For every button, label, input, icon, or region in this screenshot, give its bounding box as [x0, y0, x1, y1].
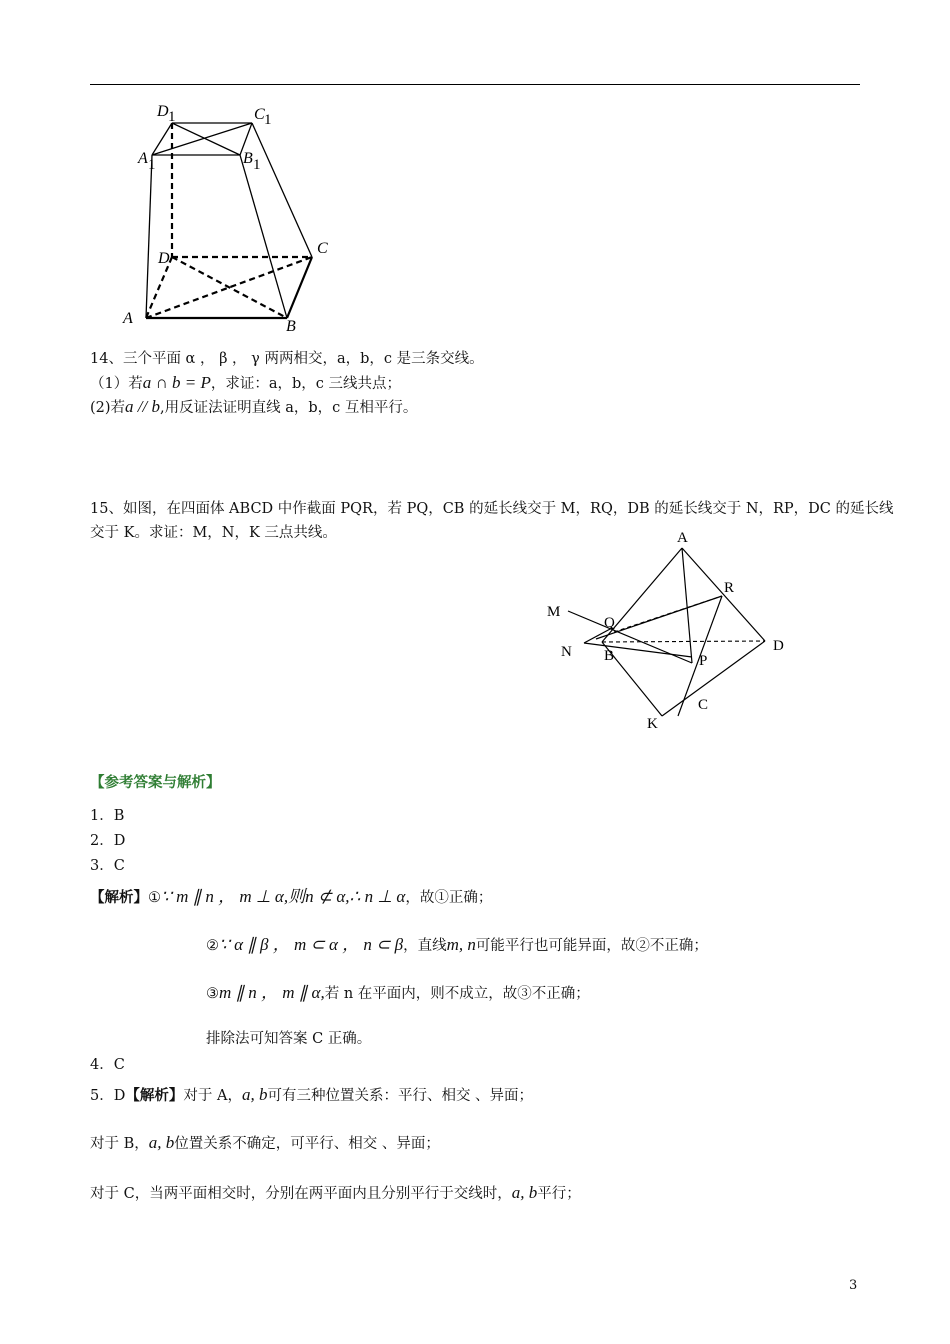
q14-line2-math: a ∩ b = P: [142, 373, 211, 392]
label-B1-sub: 1: [253, 157, 261, 173]
q14-line3-pre: (2)若: [90, 400, 126, 416]
step2-pre: ②: [206, 938, 219, 954]
q14-line2-pre: （1）若: [90, 376, 143, 392]
step1-post: ，故①正确；: [405, 890, 493, 906]
page-number: 3: [849, 1278, 858, 1293]
answer-5: [90, 1085, 533, 1106]
q14-line1: 14、三个平面 α ， β ， γ 两两相交，a，b，c 是三条交线。: [90, 351, 484, 367]
c-post: 平行；: [537, 1186, 581, 1202]
step3-math: m ∥ n ， m ∥ α,: [219, 983, 325, 1002]
label-D: D: [158, 250, 170, 267]
label-M: M: [547, 604, 561, 620]
q14-line3-math: a // b: [125, 397, 160, 416]
label-C1-sub: 1: [264, 112, 272, 128]
step1-math: ∵ m ∥ n ， m ⊥ α,则n ⊄ α,∴ n ⊥ α: [161, 887, 406, 906]
answer-4: 4．C: [90, 1057, 125, 1073]
label-B: B: [286, 318, 296, 335]
label-C: C: [698, 697, 709, 713]
label-D1: D: [157, 103, 169, 120]
answer-5-b: [90, 1133, 440, 1154]
q15-line2: 交于 K。求证：M，N，K 三点共线。: [90, 525, 337, 541]
label-Q: Q: [604, 615, 615, 631]
b-pre: 对于 B，: [90, 1136, 149, 1152]
label-B: B: [604, 648, 615, 664]
step2-math2: m, n: [446, 935, 476, 954]
q14-line3-post: ,用反证法证明直线 a，b，c 互相平行。: [160, 400, 418, 416]
a5-mid: 对于 A，: [183, 1088, 242, 1104]
q14-line2-post: ，求证：a，b，c 三线共点；: [210, 376, 402, 392]
step3-pre: ③: [206, 986, 219, 1002]
label-P: P: [699, 653, 708, 669]
a5-post: 可有三种位置关系：平行、相交 、异面；: [267, 1088, 534, 1104]
b-post: 位置关系不确定，可平行、相交 、异面；: [174, 1136, 440, 1152]
answers-heading: 【参考答案与解析】: [90, 775, 221, 791]
c-math: a, b: [511, 1183, 538, 1202]
c-pre: 对于 C，当两平面相交时，分别在两平面内且分别平行于交线时，: [90, 1186, 512, 1202]
answer-1: 1．B: [90, 808, 125, 824]
label-D1-sub: 1: [168, 109, 176, 125]
label-N: N: [561, 644, 572, 660]
label-A: A: [677, 530, 688, 546]
answer-2: 2．D: [90, 833, 126, 849]
step1-pre: ①: [148, 890, 161, 906]
answer-3: 3．C: [90, 858, 125, 874]
analysis-step3: [206, 983, 590, 1004]
label-R: R: [724, 580, 735, 596]
label-D: D: [773, 638, 784, 654]
label-B1: B: [243, 150, 253, 167]
label-C1: C: [254, 106, 265, 123]
label-A1: A: [138, 150, 148, 167]
label-A1-sub: 1: [148, 157, 156, 173]
a5-pre: 5．D: [90, 1088, 126, 1104]
answer-5-c: [90, 1183, 581, 1204]
analysis-step2: [206, 935, 708, 956]
analysis-step4: 排除法可知答案 C 正确。: [206, 1031, 372, 1047]
analysis-step1: [90, 887, 492, 908]
step2-post: 可能平行也可能异面，故②不正确；: [475, 938, 708, 954]
step2-math: ∵ α ∥ β ， m ⊂ α ， n ⊂ β: [219, 935, 404, 954]
a5-analysis-label: 【解析】: [125, 1087, 184, 1104]
analysis-label: 【解析】: [90, 889, 148, 906]
step3-post: 若 n 在平面内，则不成立，故③不正确；: [324, 986, 590, 1002]
a5-math: a, b: [241, 1085, 268, 1104]
label-C: C: [317, 240, 328, 257]
q15-line1: 15、如图，在四面体 ABCD 中作截面 PQR，若 PQ，CB 的延长线交于 M，RQ，DB 的延长线交于 N，RP，DC 的延长线: [90, 501, 894, 517]
b-math: a, b: [148, 1133, 175, 1152]
label-A: A: [123, 310, 133, 327]
step2-mid: ，直线: [403, 938, 447, 954]
label-K: K: [647, 716, 658, 732]
